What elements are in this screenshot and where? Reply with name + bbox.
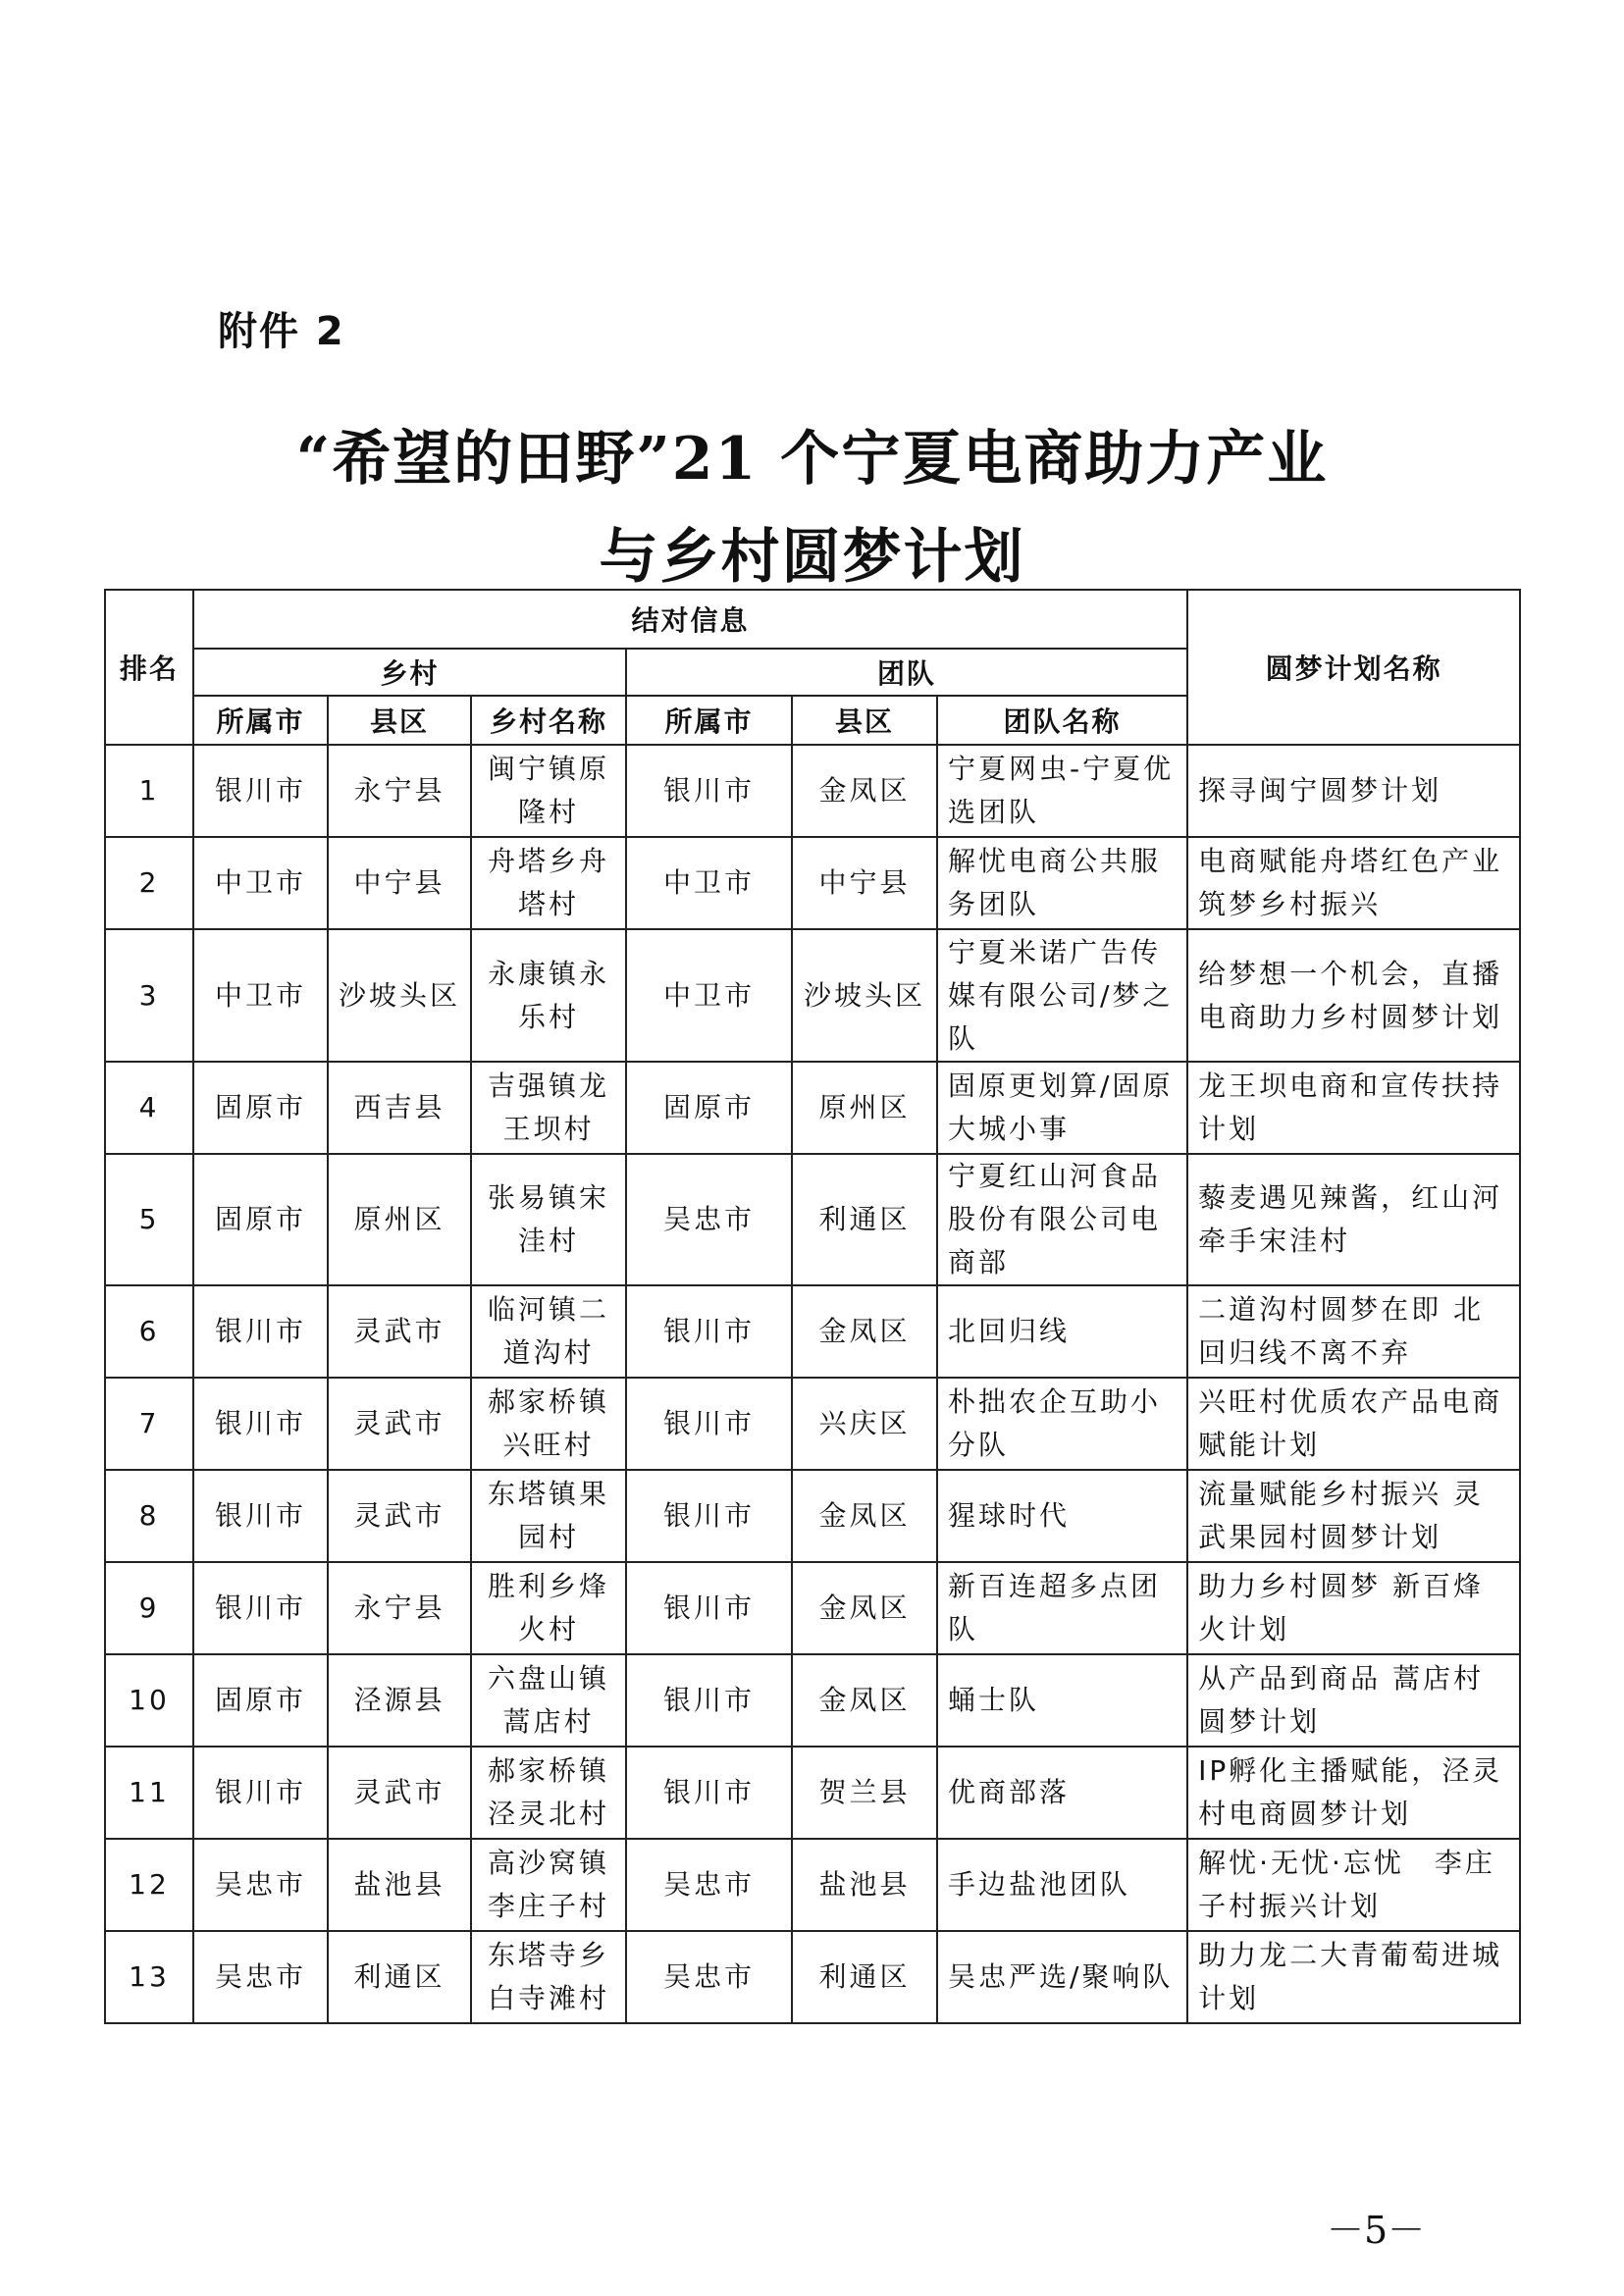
- rank-cell: 11: [105, 1747, 193, 1839]
- village-city-cell: 银川市: [193, 1378, 328, 1470]
- header-village-city: 所属市: [193, 696, 328, 745]
- team-city-cell: 固原市: [626, 1062, 792, 1154]
- village-county-cell: 利通区: [328, 1931, 471, 2023]
- table-row: [105, 929, 1520, 1062]
- plan-name-cell: 给梦想一个机会，直播电商助力乡村圆梦计划: [1187, 929, 1520, 1062]
- table-row: [105, 1839, 1520, 1931]
- rank-cell: 5: [105, 1154, 193, 1285]
- village-name-cell: 六盘山镇蒿店村: [471, 1654, 626, 1747]
- village-city-cell: 银川市: [193, 1470, 328, 1562]
- header-team-name: 团队名称: [937, 696, 1187, 745]
- table-row: [105, 837, 1520, 929]
- table-row: [105, 1562, 1520, 1654]
- village-name-cell: 东塔镇果园村: [471, 1470, 626, 1562]
- table-row: [105, 1285, 1520, 1378]
- rank-cell: 7: [105, 1378, 193, 1470]
- plan-name-cell: 从产品到商品 蒿店村圆梦计划: [1187, 1654, 1520, 1747]
- village-city-cell: 中卫市: [193, 929, 328, 1062]
- table-row: [105, 745, 1520, 837]
- team-name-cell: 优商部落: [937, 1747, 1187, 1839]
- team-name-cell: 吴忠严选/聚响队: [937, 1931, 1187, 2023]
- team-name-cell: 固原更划算/固原大城小事: [937, 1062, 1187, 1154]
- team-name-cell: 猩球时代: [937, 1470, 1187, 1562]
- team-city-cell: 银川市: [626, 1562, 792, 1654]
- team-county-cell: 金凤区: [792, 1285, 937, 1378]
- team-city-cell: 中卫市: [626, 837, 792, 929]
- plan-name-cell: 二道沟村圆梦在即 北回归线不离不弃: [1187, 1285, 1520, 1378]
- village-name-cell: 郝家桥镇泾灵北村: [471, 1747, 626, 1839]
- table-row: [105, 1654, 1520, 1747]
- rank-cell: 12: [105, 1839, 193, 1931]
- team-name-cell: 新百连超多点团队: [937, 1562, 1187, 1654]
- table-row: [105, 1470, 1520, 1562]
- team-name-cell: 北回归线: [937, 1285, 1187, 1378]
- team-city-cell: 吴忠市: [626, 1154, 792, 1285]
- village-county-cell: 永宁县: [328, 745, 471, 837]
- team-county-cell: 金凤区: [792, 745, 937, 837]
- plan-name-cell: 电商赋能舟塔红色产业筑梦乡村振兴: [1187, 837, 1520, 929]
- village-county-cell: 灵武市: [328, 1470, 471, 1562]
- team-county-cell: 原州区: [792, 1062, 937, 1154]
- team-county-cell: 盐池县: [792, 1839, 937, 1931]
- rank-cell: 13: [105, 1931, 193, 2023]
- village-name-cell: 胜利乡烽火村: [471, 1562, 626, 1654]
- team-city-cell: 银川市: [626, 745, 792, 837]
- plan-name-cell: 助力龙二大青葡萄进城计划: [1187, 1931, 1520, 2023]
- team-county-cell: 利通区: [792, 1154, 937, 1285]
- village-county-cell: 灵武市: [328, 1285, 471, 1378]
- document-title-line2: 与乡村圆梦计划: [599, 523, 1025, 592]
- village-city-cell: 固原市: [193, 1654, 328, 1747]
- team-name-cell: 朴拙农企互助小分队: [937, 1378, 1187, 1470]
- village-county-cell: 原州区: [328, 1154, 471, 1285]
- team-county-cell: 金凤区: [792, 1562, 937, 1654]
- village-name-cell: 郝家桥镇兴旺村: [471, 1378, 626, 1470]
- table-row: [105, 1154, 1520, 1285]
- plan-name-cell: 龙王坝电商和宣传扶持计划: [1187, 1062, 1520, 1154]
- team-county-cell: 金凤区: [792, 1470, 937, 1562]
- village-city-cell: 银川市: [193, 745, 328, 837]
- header-team-group: 团队: [626, 649, 1187, 696]
- header-plan-name: 圆梦计划名称: [1187, 590, 1520, 745]
- team-city-cell: 银川市: [626, 1470, 792, 1562]
- village-name-cell: 张易镇宋洼村: [471, 1154, 626, 1285]
- village-city-cell: 吴忠市: [193, 1839, 328, 1931]
- team-county-cell: 贺兰县: [792, 1747, 937, 1839]
- page-number: －5－: [1327, 2209, 1426, 2252]
- team-name-cell: 解忧电商公共服务团队: [937, 837, 1187, 929]
- header-team-city: 所属市: [626, 696, 792, 745]
- village-county-cell: 灵武市: [328, 1378, 471, 1470]
- team-city-cell: 银川市: [626, 1747, 792, 1839]
- village-name-cell: 永康镇永乐村: [471, 929, 626, 1062]
- village-name-cell: 临河镇二道沟村: [471, 1285, 626, 1378]
- village-county-cell: 中宁县: [328, 837, 471, 929]
- table-row: [105, 1747, 1520, 1839]
- team-city-cell: 银川市: [626, 1378, 792, 1470]
- village-county-cell: 沙坡头区: [328, 929, 471, 1062]
- team-city-cell: 银川市: [626, 1654, 792, 1747]
- team-city-cell: 吴忠市: [626, 1931, 792, 2023]
- table-row: [105, 1378, 1520, 1470]
- village-city-cell: 固原市: [193, 1154, 328, 1285]
- rank-cell: 9: [105, 1562, 193, 1654]
- village-city-cell: 银川市: [193, 1747, 328, 1839]
- team-county-cell: 兴庆区: [792, 1378, 937, 1470]
- team-city-cell: 吴忠市: [626, 1839, 792, 1931]
- header-team-county: 县区: [792, 696, 937, 745]
- village-city-cell: 中卫市: [193, 837, 328, 929]
- village-county-cell: 西吉县: [328, 1062, 471, 1154]
- plan-name-cell: 探寻闽宁圆梦计划: [1187, 745, 1520, 837]
- team-name-cell: 宁夏米诺广告传媒有限公司/梦之队: [937, 929, 1187, 1062]
- village-name-cell: 闽宁镇原隆村: [471, 745, 626, 837]
- team-county-cell: 利通区: [792, 1931, 937, 2023]
- rank-cell: 10: [105, 1654, 193, 1747]
- rank-cell: 8: [105, 1470, 193, 1562]
- village-city-cell: 银川市: [193, 1562, 328, 1654]
- plan-table: [104, 589, 1521, 2024]
- village-county-cell: 永宁县: [328, 1562, 471, 1654]
- header-village-name: 乡村名称: [471, 696, 626, 745]
- village-name-cell: 舟塔乡舟塔村: [471, 837, 626, 929]
- plan-name-cell: 藜麦遇见辣酱，红山河牵手宋洼村: [1187, 1154, 1520, 1285]
- team-county-cell: 沙坡头区: [792, 929, 937, 1062]
- table-row: [105, 1062, 1520, 1154]
- village-county-cell: 灵武市: [328, 1747, 471, 1839]
- header-pairing-info: 结对信息: [193, 590, 1187, 649]
- team-name-cell: 手边盐池团队: [937, 1839, 1187, 1931]
- team-county-cell: 中宁县: [792, 837, 937, 929]
- rank-cell: 4: [105, 1062, 193, 1154]
- header-village-county: 县区: [328, 696, 471, 745]
- team-name-cell: 宁夏网虫-宁夏优选团队: [937, 745, 1187, 837]
- header-rank: 排名: [105, 590, 193, 745]
- team-name-cell: 宁夏红山河食品股份有限公司电商部: [937, 1154, 1187, 1285]
- plan-name-cell: 兴旺村优质农产品电商赋能计划: [1187, 1378, 1520, 1470]
- plan-name-cell: 助力乡村圆梦 新百烽火计划: [1187, 1562, 1520, 1654]
- village-name-cell: 吉强镇龙王坝村: [471, 1062, 626, 1154]
- rank-cell: 2: [105, 837, 193, 929]
- team-city-cell: 银川市: [626, 1285, 792, 1378]
- attachment-label: 附件 2: [218, 309, 345, 354]
- rank-cell: 6: [105, 1285, 193, 1378]
- rank-cell: 3: [105, 929, 193, 1062]
- village-city-cell: 固原市: [193, 1062, 328, 1154]
- document-title-line1: “希望的田野”21 个宁夏电商助力产业: [295, 425, 1329, 494]
- header-village-group: 乡村: [193, 649, 626, 696]
- table-row: [105, 1931, 1520, 2023]
- village-city-cell: 吴忠市: [193, 1931, 328, 2023]
- village-name-cell: 东塔寺乡白寺滩村: [471, 1931, 626, 2023]
- village-name-cell: 高沙窝镇李庄子村: [471, 1839, 626, 1931]
- village-county-cell: 泾源县: [328, 1654, 471, 1747]
- team-name-cell: 蛹士队: [937, 1654, 1187, 1747]
- rank-cell: 1: [105, 745, 193, 837]
- village-city-cell: 银川市: [193, 1285, 328, 1378]
- team-city-cell: 中卫市: [626, 929, 792, 1062]
- village-county-cell: 盐池县: [328, 1839, 471, 1931]
- plan-name-cell: 流量赋能乡村振兴 灵武果园村圆梦计划: [1187, 1470, 1520, 1562]
- team-county-cell: 金凤区: [792, 1654, 937, 1747]
- plan-name-cell: IP孵化主播赋能，泾灵村电商圆梦计划: [1187, 1747, 1520, 1839]
- plan-name-cell: 解忧·无忧·忘忧 李庄子村振兴计划: [1187, 1839, 1520, 1931]
